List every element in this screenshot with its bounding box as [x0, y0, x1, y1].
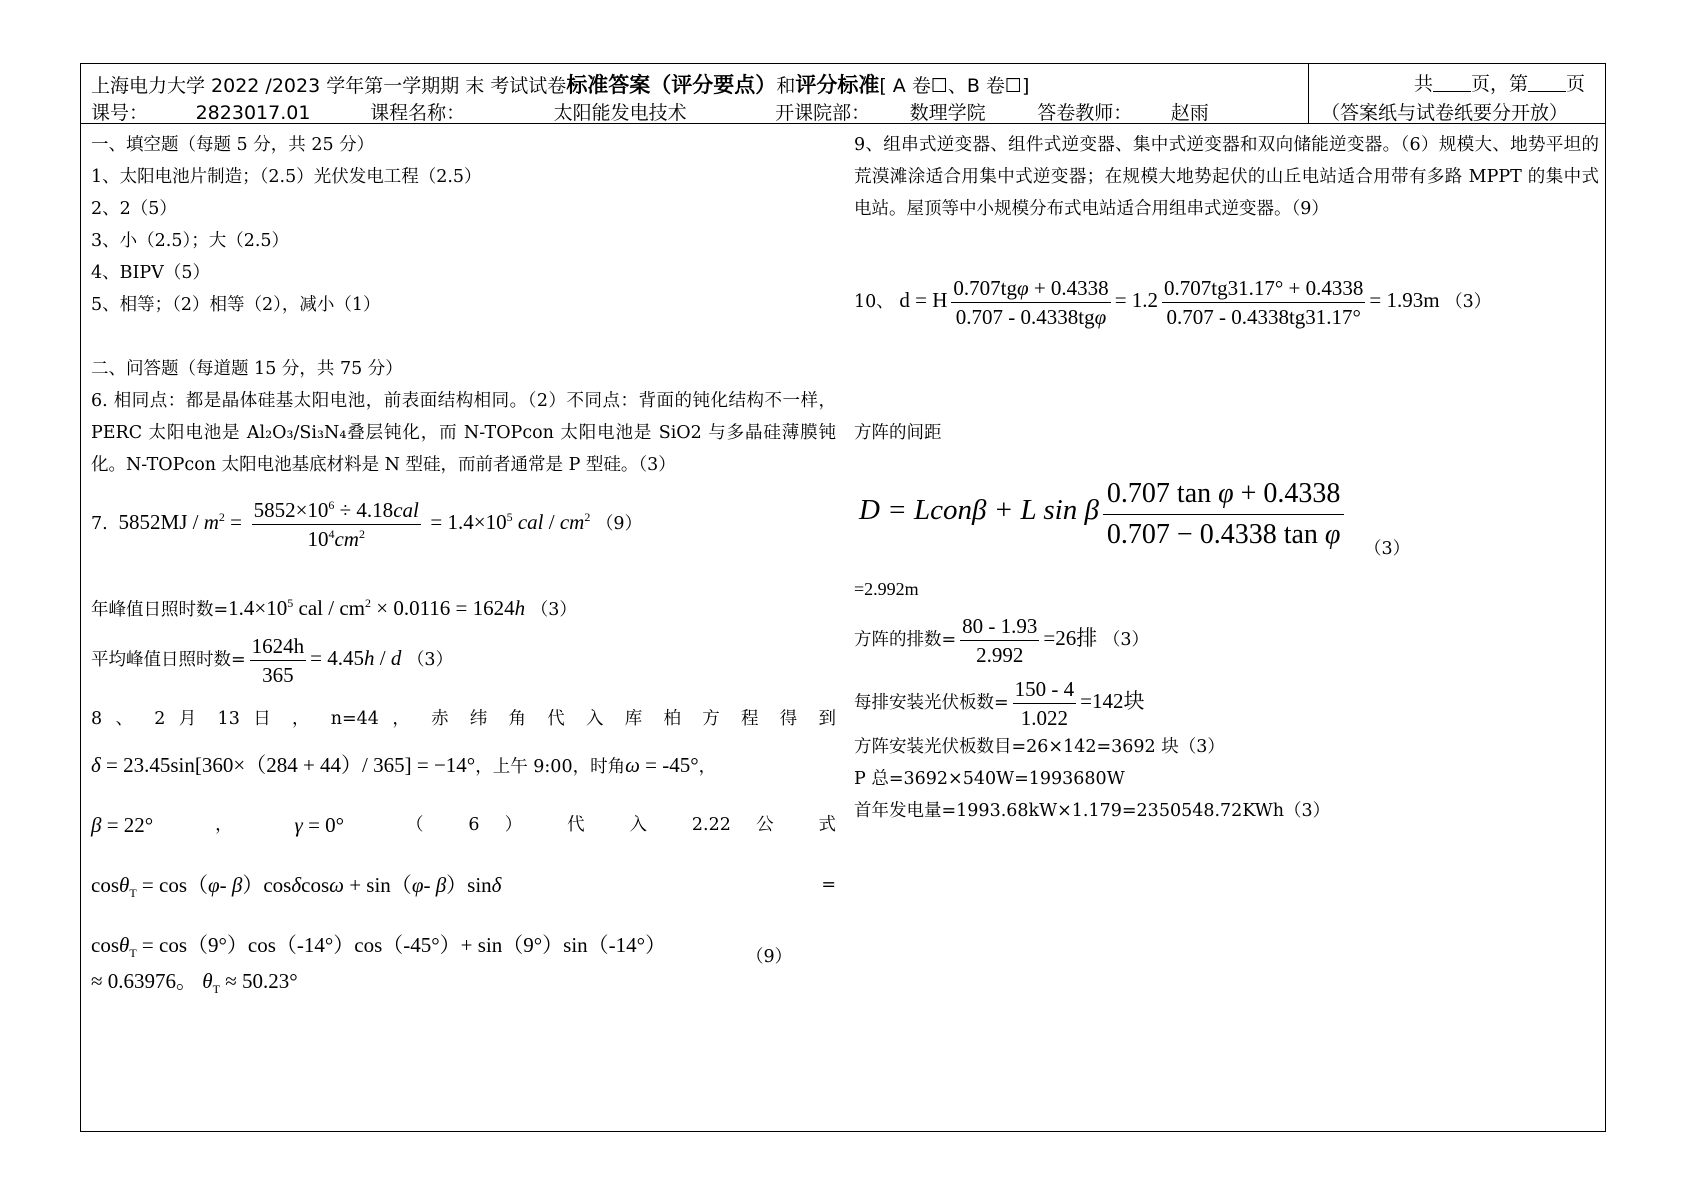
tilt-angle: β = 22°: [91, 813, 154, 837]
answer-7-fraction: $\frac{5852\times 10^6 \div 4.18cal}{10^4cm^2}$: [253, 498, 419, 551]
paper-type: [ A 卷☐、B 卷☐]: [879, 75, 1030, 97]
course-no: 2823017.01: [148, 103, 358, 124]
pages-end-label: 页: [1565, 73, 1585, 95]
spacing-label: 方阵的间距: [854, 423, 942, 443]
answer-sheet: [80, 63, 1606, 1132]
header-title-line: [91, 69, 1029, 99]
answer-8-line2-text: ，上午 9:00，时角: [475, 757, 626, 777]
answer-10-score: （3）: [1445, 292, 1492, 312]
section-1-title: 一、填空题（每题 5 分，共 25 分）: [91, 135, 375, 155]
d-lhs: d = H: [899, 288, 948, 312]
answer-8-line3: [91, 809, 836, 841]
pages-mid-label: 页，第: [1470, 73, 1528, 95]
teacher-name: 赵雨: [1132, 103, 1247, 124]
first-year-generation: 首年发电量=1993.68kW×1.179=2350548.72KWh（3）: [854, 801, 1331, 821]
pages-total-blank: [1433, 73, 1471, 92]
answer-7: [91, 496, 642, 553]
rows-score: （3）: [1102, 630, 1149, 650]
comma-sep: ，: [215, 815, 233, 835]
university-label: 上海电力大学 2022 /2023 学年第一学期期 末 考试试卷: [91, 75, 567, 97]
answer-3: 3、小（2.5）；大（2.5）: [91, 231, 290, 251]
answer-10: [854, 274, 1491, 331]
average-peak-result: = 4.45h / d: [310, 646, 402, 670]
cos-theta-general: cosθ$_T$ = cos（φ- β）cosδcosω + sin（φ- β）sinδ: [91, 873, 502, 901]
declination-formula: δ = 23.45sin[360×（284 + 44）/ 365] = −14°: [91, 753, 476, 777]
average-peak-fraction: $\frac{1624h}{365}$: [251, 634, 305, 687]
course-name-label: 课程名称：: [370, 102, 466, 124]
title-grading: 评分标准: [795, 73, 880, 97]
spacing-fraction: $\frac{\text{0.707 tan φ + 0.4338}}{\text{0.707 − 0.4338 tan φ}}$: [1103, 474, 1345, 555]
answer-10-prefix: 10、: [854, 292, 894, 312]
average-peak-score: （3）: [406, 650, 454, 670]
page-current-blank: [1528, 73, 1566, 92]
spacing-result: =2.992m: [854, 579, 919, 599]
title-and: 和: [776, 75, 796, 97]
rows-result: =26排: [1043, 626, 1098, 650]
rows-count: [854, 612, 1149, 669]
spacing-score: （3）: [1364, 539, 1411, 559]
answer-8-line1: 8 、 2 月 13 日 ， n=44 ， 赤 纬 角 代 入 库 柏 方 程 得 到: [91, 709, 836, 729]
d-coef: = 1.2: [1114, 288, 1159, 312]
d-result: = 1.93m: [1369, 288, 1440, 312]
answer-5: 5、相等；（2）相等（2），减小（1）: [91, 295, 381, 315]
answer-7-formula: $5852MJ / m^2$ =: [113, 510, 242, 534]
answer-7-prefix: 7.: [91, 514, 108, 534]
answer-6: 6. 相同点：都是晶体硅基太阳电池，前表面结构相同。（2）不同点：背面的钝化结构不一样，PERC 太阳电池是 Al₂O₃/Si₃N₄叠层钝化，而 N-TOPcon 太阳电池是 SiO2 与多晶硅薄膜钝化。N-TOPcon 太阳电池基底材料是 N 型硅，而前者通常是 P 型硅。（3）: [91, 391, 836, 475]
dept-label: 开课院部：: [775, 102, 871, 124]
answer-8-formula: [91, 869, 836, 903]
separate-note: （答案纸与试卷纸要分开放）: [1321, 102, 1569, 124]
theta-result: ≈ 0.63976。 $\theta_T \approx 50.23^\circ$: [91, 969, 298, 997]
annual-peak-label: 年峰值日照时数=: [91, 600, 229, 620]
d-fraction-numeric: $\frac{0.707tg31.17^\circ + 0.4338}{0.707 - 0.4338tg31.17^\circ}$: [1164, 276, 1364, 329]
answer-1: 1、太阳电池片制造；（2.5）光伏发电工程（2.5）: [91, 167, 482, 187]
answer-8-line3-text: （ 6 ） 代 入 2.22 公 式: [405, 815, 836, 835]
per-row-fraction: $\frac{150 - 4}{1.022}$: [1014, 677, 1075, 730]
per-row-label: 每排安装光伏板数=: [854, 693, 1009, 713]
equals-tail: =: [821, 875, 836, 895]
azimuth-angle: γ = 0°: [294, 813, 345, 837]
rows-fraction: $\frac{80 - 1.93}{2.992}$: [962, 614, 1038, 667]
hour-angle: ω = -45°: [625, 753, 699, 777]
per-row-result: =142块: [1080, 689, 1145, 713]
d-fraction-symbolic: $\frac{\text{0.707tgφ + 0.4338}}{\text{0.707 - 0.4338tgφ}}$: [953, 276, 1109, 329]
annual-peak-score: （3）: [530, 600, 577, 620]
answer-8-score: （9）: [746, 947, 793, 967]
answer-8-substituted: [91, 929, 666, 963]
average-peak-label: 平均峰值日照时数=: [91, 650, 246, 670]
teacher-label: 答卷教师：: [1037, 102, 1133, 124]
dept-name: 数理学院: [870, 103, 1025, 124]
annual-peak-formula: $1.4\times 10^5$ cal / $cm^2 \times 0.0116 = 1624h$: [228, 596, 526, 620]
answer-9: 9、组串式逆变器、组件式逆变器、集中式逆变器和双向储能逆变器。（6）规模大、地势平坦的荒漠滩涂适合用集中式逆变器；在规模大地势起伏的山丘电站适合用带有多路 MPPT 的集中式电站。屋顶等中小规模分布式电站适合用组串式逆变器。（9）: [854, 135, 1599, 219]
total-panels: 方阵安装光伏板数目=26×142=3692 块（3）: [854, 737, 1225, 757]
pages-total-label: 共: [1413, 73, 1433, 95]
total-power: P 总=3692×540W=1993680W: [854, 769, 1125, 789]
course-no-label: 课号：: [91, 102, 149, 124]
title-answer: 标准答案（评分要点）: [566, 73, 777, 97]
average-peak-hours: [91, 632, 453, 689]
annual-peak-hours: [91, 592, 577, 626]
answer-7-score: （9）: [595, 514, 643, 534]
course-name: 太阳能发电技术: [465, 103, 775, 124]
header-right: [1309, 64, 1605, 123]
panels-per-row: [854, 675, 1145, 732]
rows-label: 方阵的排数=: [854, 630, 957, 650]
header-info-line: [91, 98, 1247, 125]
answer-8-result: [91, 965, 298, 999]
answer-4: 4、BIPV（5）: [91, 263, 210, 283]
header-left: [81, 64, 1309, 123]
cos-theta-values: cosθ$_T$ = cos（9°）cos（-14°）cos（-45°）+ sin（9°）sin（-14°）: [91, 933, 667, 961]
answer-8-line2: δ = 23.45sin[360×（284 + 44）/ 365] = −14°，上午 9:00，时角ω = -45°，: [91, 753, 717, 777]
answer-2: 2、2（5）: [91, 199, 177, 219]
page-count: [1414, 69, 1585, 96]
sheet-header: [81, 64, 1605, 124]
answer-7-result: = $1.4\times 10^5$ cal / $cm^2$: [430, 510, 591, 534]
spacing-lhs: D = Lconβ + L sin β: [859, 494, 1099, 526]
spacing-formula: [859, 474, 1348, 555]
section-2-title: 二、问答题（每道题 15 分，共 75 分）: [91, 359, 403, 379]
